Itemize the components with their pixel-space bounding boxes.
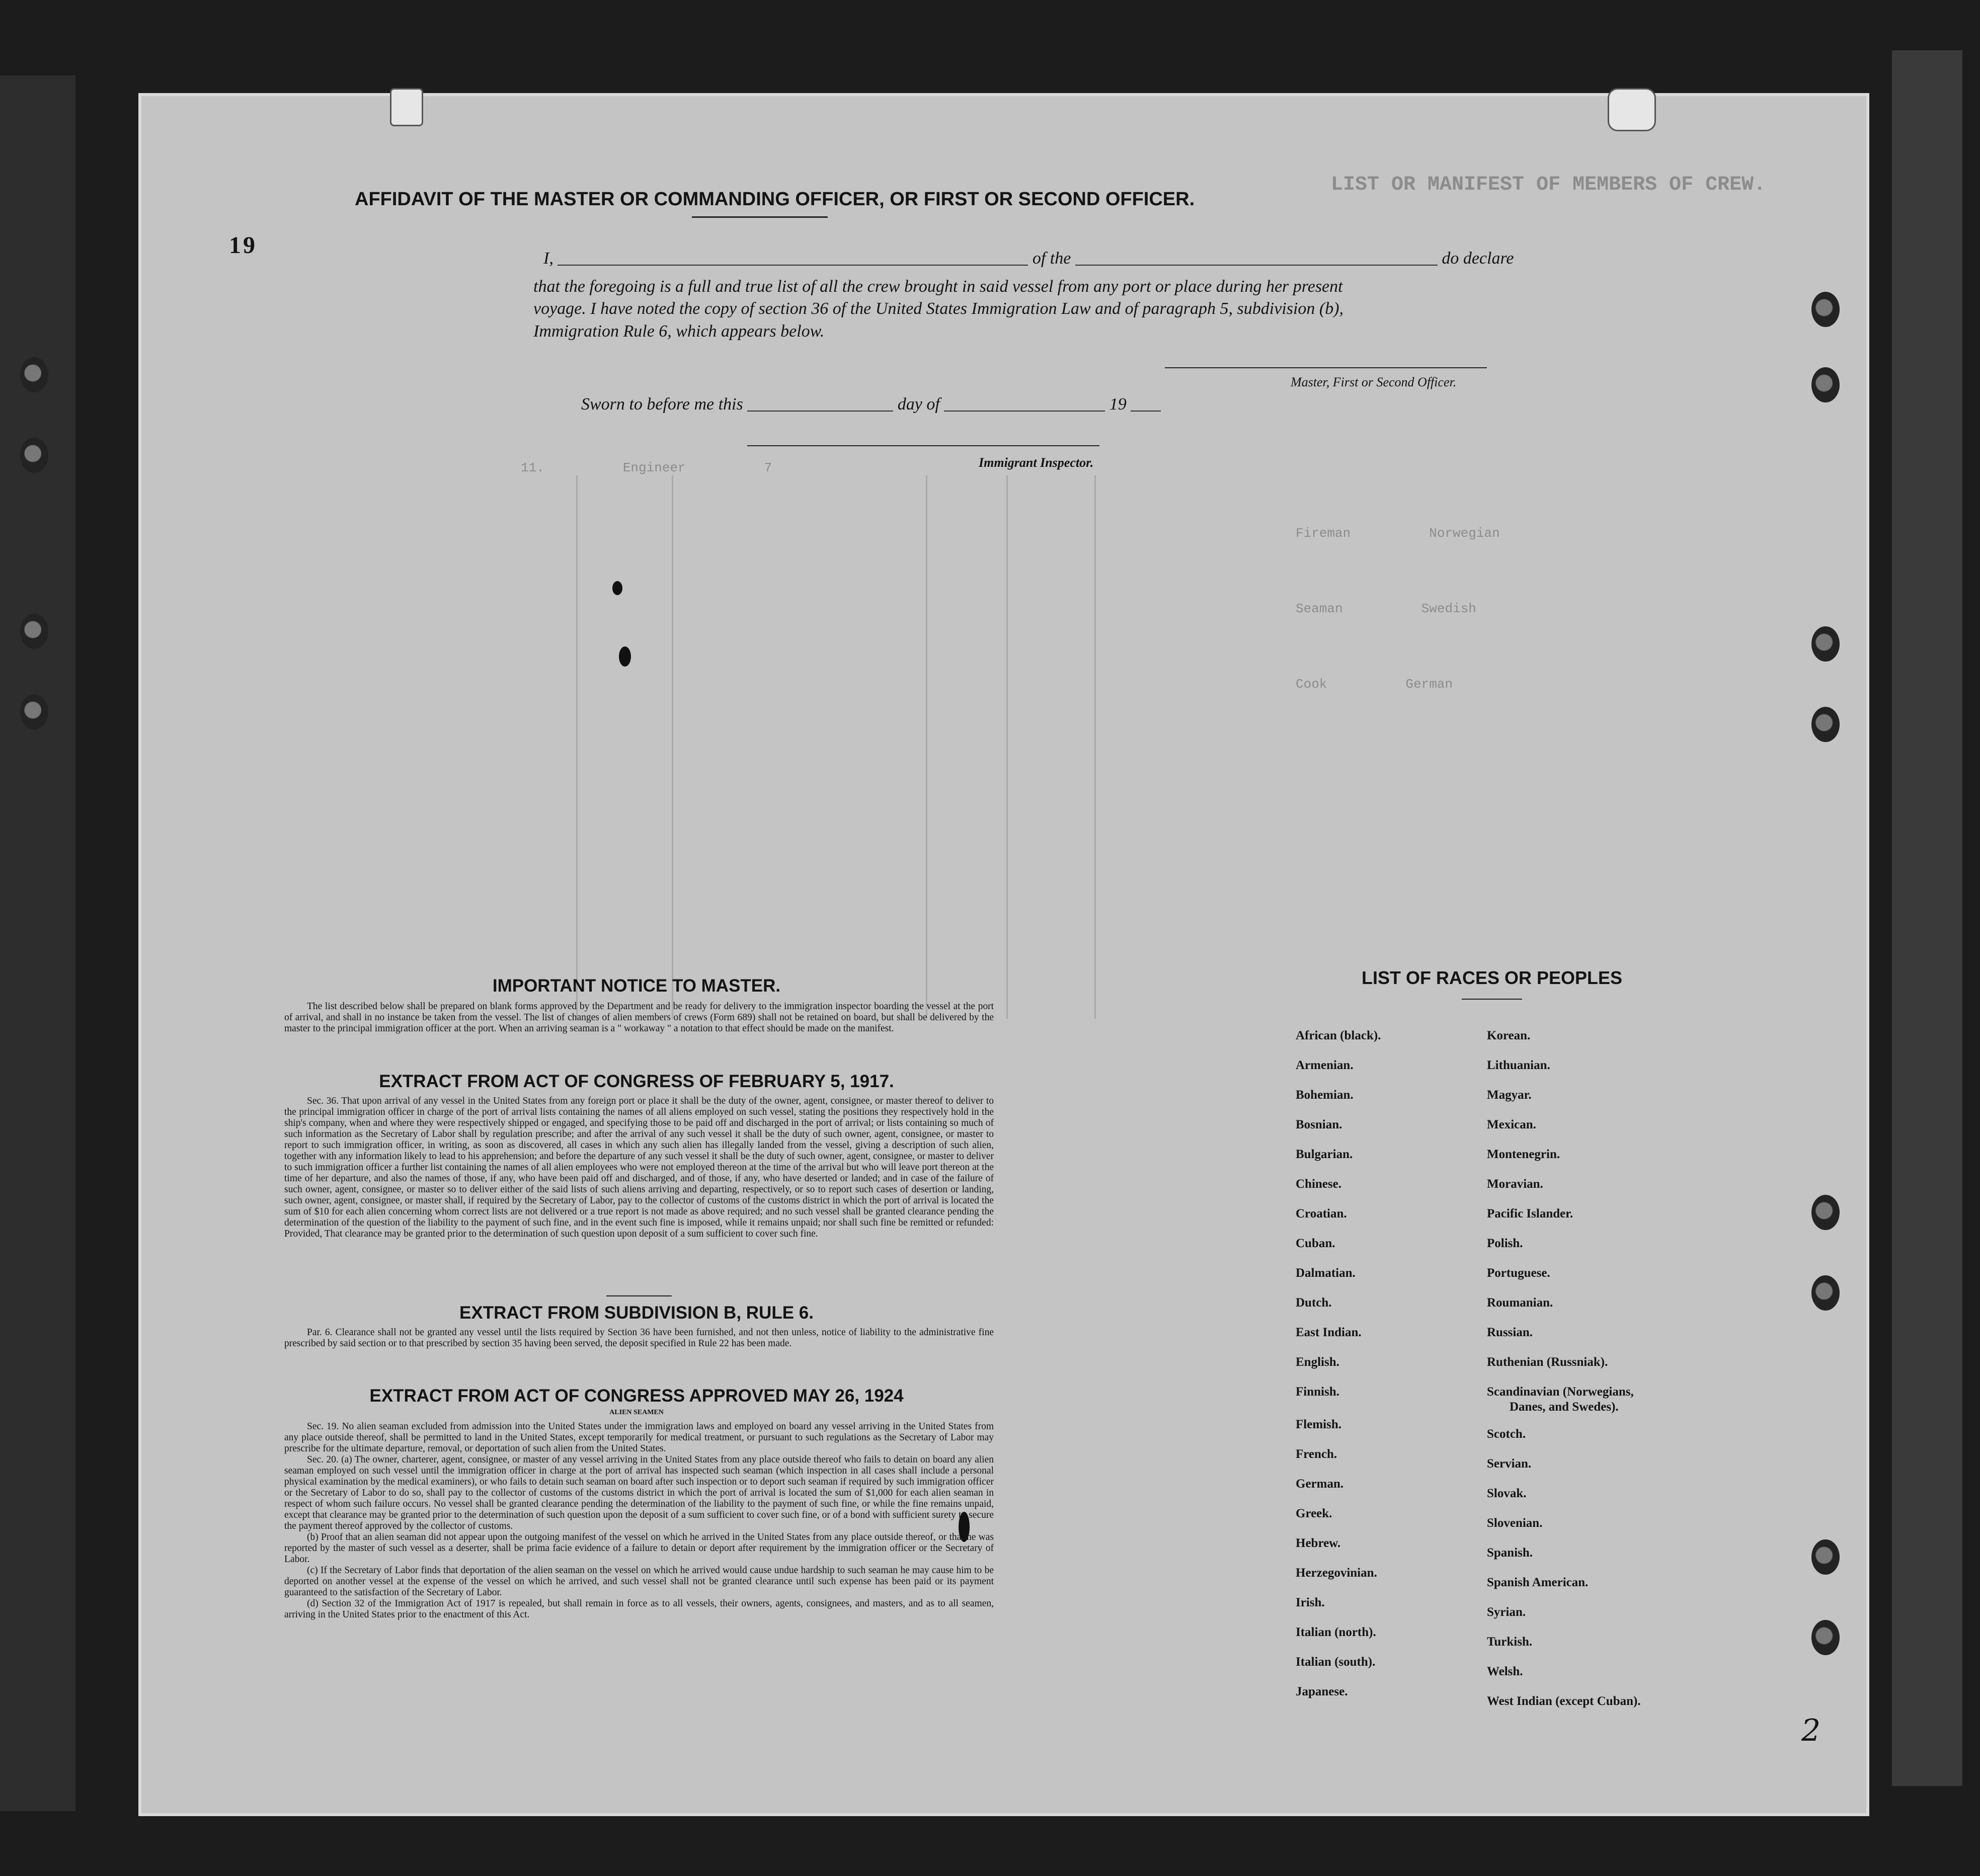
race-item: Italian (south). [1296, 1655, 1376, 1669]
title-divider [692, 216, 828, 218]
bleed-through-line: Cook German [1296, 677, 1453, 692]
race-item: Italian (north). [1296, 1625, 1376, 1639]
race-item: East Indian. [1296, 1326, 1362, 1339]
race-item: Bosnian. [1296, 1118, 1342, 1131]
sworn-line [581, 395, 1161, 414]
page-stamp-number: 19 [229, 232, 257, 259]
races-title-divider [1462, 999, 1522, 1000]
race-item: German. [1296, 1477, 1344, 1491]
race-item: Servian. [1487, 1457, 1532, 1471]
race-item: Spanish American. [1487, 1576, 1589, 1589]
binder-hole-right-3 [1811, 626, 1840, 662]
section-20d-text: (d) Section 32 of the Immigration Act of 1917 is repealed, but shall remain in force as to all vessels, their owners, agents, consignees, and masters, and as to all seamen, arriving in the United States prior to the enactment of this Act. [284, 1598, 994, 1620]
race-item: Welsh. [1487, 1665, 1523, 1678]
extract-1917-body [284, 1096, 994, 1240]
bleed-through-heading: LIST OR MANIFEST OF MEMBERS OF CREW. [1331, 174, 1766, 196]
section-20c-text: (c) If the Secretary of Labor finds that deportation of the alien seaman on the vessel on which he arrived would cause undue hardship to such seaman he may cause him to be deported on another vessel at the expense of the vessel on which he arrived, and such vessel shall not be granted clearance until such expense has been paid or its payment guaranteed to the satisfaction of the Secretary of Labor. [284, 1565, 994, 1598]
extract-1924-title: EXTRACT FROM ACT OF CONGRESS APPROVED MAY 26, 1924 [369, 1386, 904, 1406]
race-item: Greek. [1296, 1507, 1332, 1520]
faint-column-rule [1006, 475, 1008, 1019]
faint-column-rule [672, 475, 673, 1019]
binder-hole-right-7 [1811, 1539, 1840, 1575]
faint-column-rule [926, 475, 927, 1019]
race-item: Herzegovinian. [1296, 1566, 1377, 1580]
binder-hole-right-4 [1811, 707, 1840, 742]
binder-hole-right-6 [1811, 1275, 1840, 1311]
handwritten-page-number: 2 [1801, 1713, 1821, 1748]
do-declare-text: do declare [1442, 249, 1514, 268]
paragraph-6-text: Par. 6. Clearance shall not be granted any vessel until the lists required by Section 36 have been furnished, and not then unless, notice of liability to the administrative fine prescribed by said section or to that prescribed by section 35 having been served, the deposit specified in Rule 22 has been made. [284, 1327, 994, 1349]
races-list-title: LIST OF RACES OR PEOPLES [1361, 967, 1623, 988]
master-signature-label: Master, First or Second Officer. [1291, 375, 1457, 389]
sworn-day-field[interactable] [747, 411, 893, 412]
race-item: Dutch. [1296, 1296, 1332, 1310]
section-divider [606, 1295, 672, 1296]
binder-hole-left-3 [20, 614, 48, 649]
vessel-name-field[interactable] [1075, 265, 1438, 266]
race-item: Slovenian. [1487, 1516, 1543, 1530]
sworn-month-field[interactable] [944, 411, 1105, 412]
race-item: Armenian. [1296, 1058, 1354, 1072]
race-item: Polish. [1487, 1237, 1523, 1250]
manifest-page [138, 93, 1869, 1816]
page-tab-right [1608, 88, 1656, 131]
page-tab-left [390, 88, 423, 126]
extract-1924-body [284, 1421, 994, 1620]
binder-hole-left-1 [20, 357, 48, 392]
day-of-text: day of [897, 395, 940, 414]
race-item: Slovak. [1487, 1487, 1527, 1500]
bleed-through-line: 11. Engineer 7 [521, 460, 772, 475]
section-20a-text: Sec. 20. (a) The owner, charterer, agent, consignee, or master of any vessel arriving in the United States from any place outside thereof who fails to detain on board any alien seaman employed on such vessel until the immigration officer in charge at the port of arrival has inspected such seaman (which inspection in all cases shall include a personal physical examination by the medical examiners), or who fails to detain such seaman on board after such inspection or to deport such seaman if required by such immigration officer or the Secretary of Labor to do so, shall pay to the collector of customs of the customs district in which the port of arrival is located the sum of $1,000 for each alien seaman in respect of whom such failure occurs. No vessel shall be granted clearance pending the determination of the liability to the payment of such fine, or while the fine remains unpaid, except that clearance may be granted prior to the determination of such question upon the deposit of a sum sufficient to cover such fine, or of a bond with sufficient surety to secure the payment thereof approved by the collector of customs. [284, 1454, 994, 1531]
race-item: African (black). [1296, 1029, 1381, 1042]
race-item: Turkish. [1487, 1635, 1533, 1649]
race-item: Croatian. [1296, 1207, 1347, 1220]
ink-blot [619, 646, 631, 667]
declaration-line-1 [543, 249, 1514, 268]
faint-column-rule [1094, 475, 1096, 1019]
binder-hole-right-5 [1811, 1195, 1840, 1230]
race-item: Cuban. [1296, 1237, 1335, 1250]
race-item: Finnish. [1296, 1385, 1339, 1399]
race-item: Hebrew. [1296, 1536, 1341, 1550]
sworn-year-field[interactable] [1131, 411, 1161, 412]
inspector-signature-line[interactable] [747, 445, 1099, 446]
race-item: Magyar. [1487, 1088, 1532, 1102]
extract-rule6-body [284, 1327, 994, 1349]
binder-hole-left-2 [20, 438, 48, 473]
right-page-edge [1892, 50, 1962, 1786]
race-item: Dalmatian. [1296, 1266, 1356, 1280]
inspector-label: Immigrant Inspector. [979, 455, 1094, 470]
declarant-prefix: I, [543, 249, 553, 268]
affidavit-title: AFFIDAVIT OF THE MASTER OR COMMANDING OFFICER, OR FIRST OR SECOND OFFICER. [355, 189, 1195, 210]
race-item: Syrian. [1487, 1605, 1526, 1619]
race-item: Roumanian. [1487, 1296, 1553, 1310]
section-20b-text: (b) Proof that an alien seaman did not appear upon the outgoing manifest of the vessel on which he arrived in the United States from any place outside thereof, or that he was reported by the master of such vessel as a deserter, shall be prima facie evidence of a failure to detain or deport after requirement by the immigration officer or the Secretary of Labor. [284, 1532, 994, 1565]
race-item: Bulgarian. [1296, 1148, 1353, 1161]
race-item: Spanish. [1487, 1546, 1533, 1560]
binder-hole-right-2 [1811, 367, 1840, 402]
declaration-line-3: voyage. I have noted the copy of section 36 of the United States Immigration Law and of paragraph 5, subdivision (b), [533, 299, 1344, 318]
race-item: Scotch. [1487, 1427, 1526, 1441]
bleed-through-line: Fireman Norwegian [1296, 526, 1500, 541]
race-item: West Indian (except Cuban). [1487, 1694, 1641, 1708]
master-signature-line[interactable] [1165, 367, 1487, 368]
sworn-text: Sworn to before me this [581, 395, 743, 414]
race-item: French. [1296, 1447, 1337, 1461]
race-item: Moravian. [1487, 1177, 1543, 1191]
declaration-line-2: that the foregoing is a full and true list of all the crew brought in said vessel from any port or place during her present [533, 277, 1343, 296]
of-the-text: of the [1032, 249, 1071, 268]
race-item: Ruthenian (Russniak). [1487, 1355, 1608, 1369]
race-item: Flemish. [1296, 1418, 1341, 1431]
race-item: Mexican. [1487, 1118, 1536, 1131]
notice-body [284, 1001, 994, 1034]
bleed-through-line: Seaman Swedish [1296, 601, 1476, 616]
race-item: Irish. [1296, 1596, 1325, 1609]
race-item: English. [1296, 1355, 1339, 1369]
ink-blot [612, 581, 622, 595]
section-19-text: Sec. 19. No alien seaman excluded from admission into the United States under the immigration laws and employed on board any vessel arriving in the United States from any place outside thereof, shall be permitted to land in the United States, except temporarily for medical treatment, or pursuant to such regulations as the Secretary of Labor may prescribe for the ultimate departure, removal, or deportation of such alien from the United States. [284, 1421, 994, 1454]
notice-paragraph: The list described below shall be prepared on blank forms approved by the Department and be ready for delivery to the immigration inspector boarding the vessel at the port of arrival, and shall in no instance be taken from the vessel. The list of changes of alien members of crews (Form 689) shall not be retained on board, but shall be delivered by the master to the principal immigration officer at the port. When an arriving seaman is a " workaway " a notation to that effect should be made on the manifest. [284, 1001, 994, 1034]
extract-1917-title: EXTRACT FROM ACT OF CONGRESS OF FEBRUARY 5, 1917. [379, 1072, 894, 1091]
year-prefix: 19 [1109, 395, 1127, 414]
declaration-line-4: Immigration Rule 6, which appears below. [533, 322, 825, 341]
declarant-name-field[interactable] [558, 265, 1028, 266]
race-item: Montenegrin. [1487, 1148, 1560, 1161]
race-item: Russian. [1487, 1326, 1533, 1339]
race-item: Bohemian. [1296, 1088, 1354, 1102]
faint-column-rule [576, 475, 578, 1019]
race-item-continuation: Danes, and Swedes). [1510, 1400, 1619, 1414]
race-item: Lithuanian. [1487, 1058, 1550, 1072]
section-36-text: Sec. 36. That upon arrival of any vessel in the United States from any foreign port or place it shall be the duty of the owner, agent, consignee, or master thereof to deliver to the principal immigration officer in charge of the port of arrival lists containing the names of all aliens employed on such vessel, stating the positions they respectively hold in the ship's company, when and where they were respectively shipped or engaged, and specifying those to be paid off and discharged in the port of arrival; or lists containing so much of such information as the Secretary of Labor shall by regulation prescribe; and after the arrival of any such vessel it shall be the duty of such owner, agent, consignee, or master to report to such immigration officer, in writing, as soon as discovered, all cases in which any such alien has illegally landed from the vessel, giving a description of such alien, together with any information likely to lead to his apprehension; and before the departure of any such vessel it shall be the duty of such owner, agent, consignee, or master to deliver to such immigration officer a further list containing the names of all alien employees who were not employed thereon at the time of the arrival but who will leave port thereon at the time of her departure, and also the names of those, if any, who have been paid off and discharged, and of those, if any, who have deserted or landed; and in case of the failure of such owner, agent, consignee, or master so to deliver either of the said lists of such aliens arriving and departing, respectively, or so to report such cases of desertion or landing, such owner, agent, consignee, or master shall, if required by the Secretary of Labor, pay to the collector of customs of the customs district in which the port of arrival is located the sum of $10 for each alien concerning whom correct lists are not delivered or a true report is not made as above required; and no such vessel shall be granted clearance pending the determination of the question of the liability to the payment of such fine, and in the event such fine is imposed, while it remains unpaid; nor shall such fine be remitted or refunded: Provided, That clearance may be granted prior to the determination of such question upon deposit of a sum sufficient to cover such fine. [284, 1096, 994, 1239]
notice-title: IMPORTANT NOTICE TO MASTER. [492, 976, 781, 996]
binder-edge [0, 75, 75, 1811]
binder-hole-right-1 [1811, 292, 1840, 327]
binder-hole-left-4 [20, 694, 48, 729]
race-item: Pacific Islander. [1487, 1207, 1573, 1220]
race-item: Portuguese. [1487, 1266, 1550, 1280]
extract-rule6-title: EXTRACT FROM SUBDIVISION B, RULE 6. [459, 1303, 814, 1323]
race-item: Japanese. [1296, 1685, 1348, 1698]
alien-seamen-subtitle: ALIEN SEAMEN [609, 1409, 664, 1416]
race-item: Scandinavian (Norwegians, [1487, 1385, 1634, 1399]
binder-hole-right-8 [1811, 1620, 1840, 1655]
race-item: Chinese. [1296, 1177, 1341, 1191]
race-item: Korean. [1487, 1029, 1531, 1042]
